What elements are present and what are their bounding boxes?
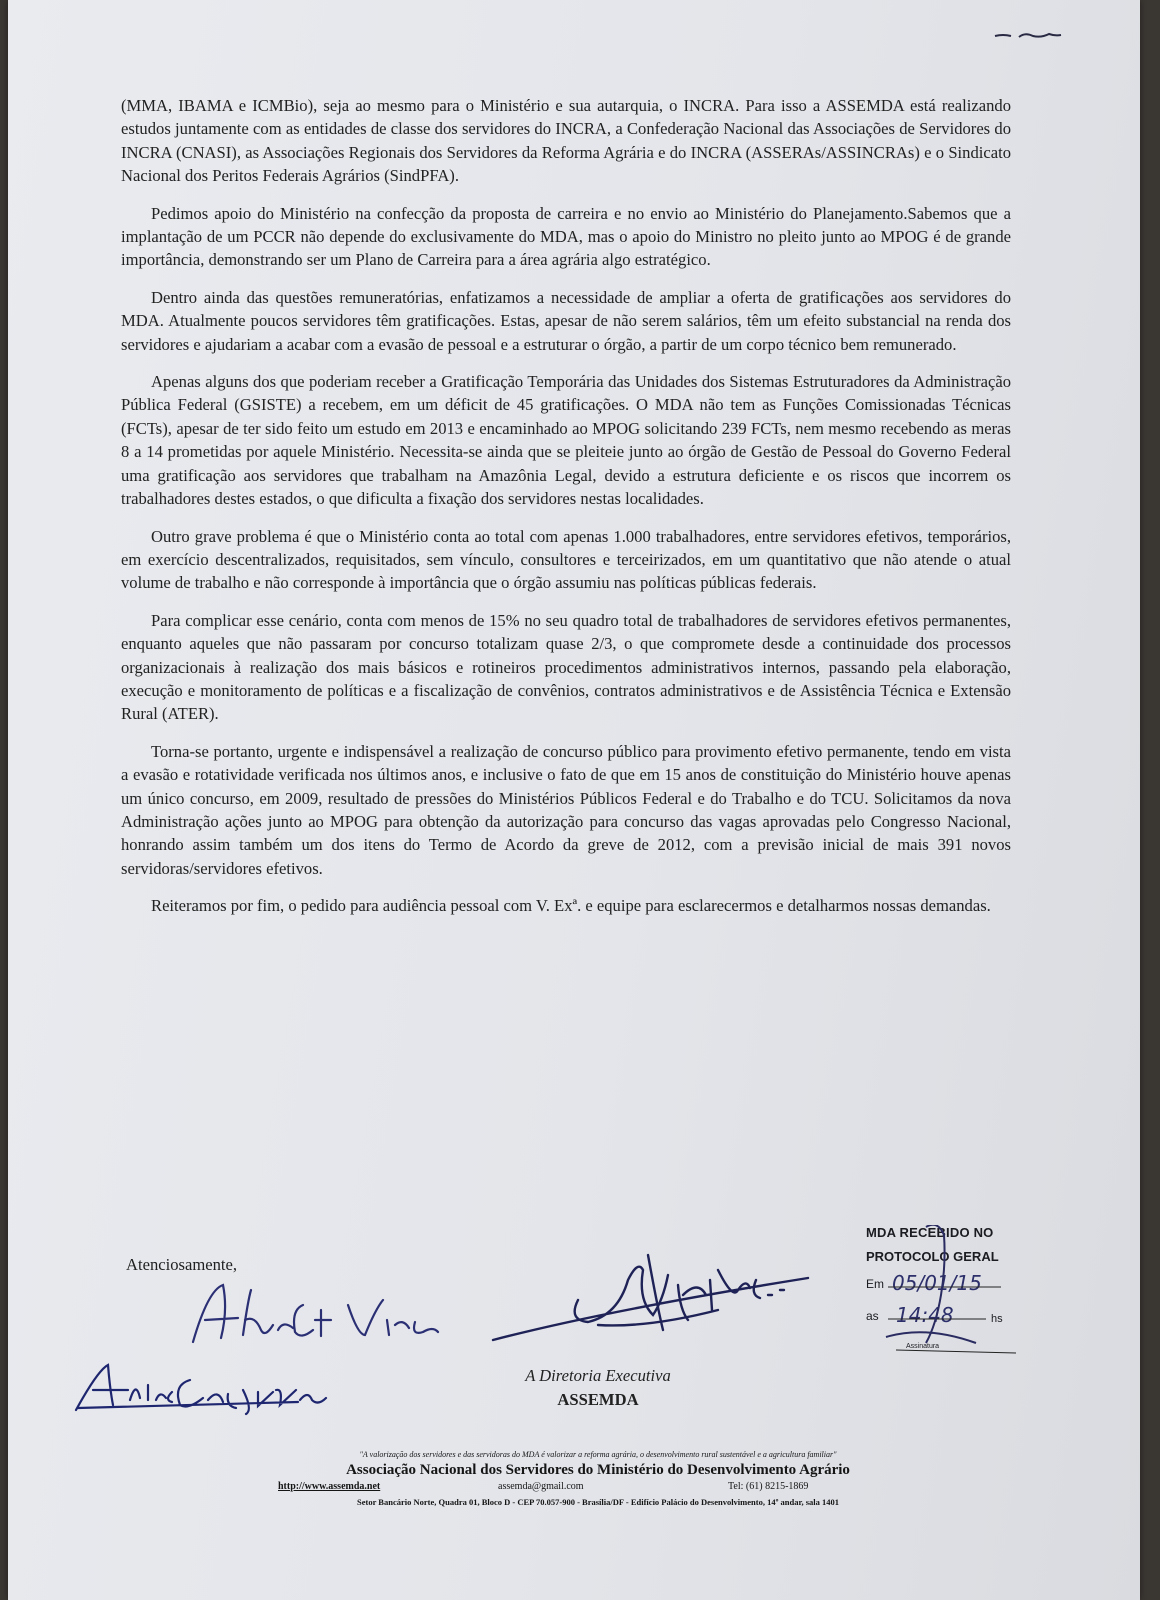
signature-alice xyxy=(68,1350,338,1420)
footer-email[interactable]: assemda@gmail.com xyxy=(498,1481,584,1492)
paragraph-6: Para complicar esse cenário, conta com menos de 15% no seu quadro total de trabalhadores de servidores efetivos permanentes, enquanto aqueles que não passaram por concurso totalizam quase 2/3, o que compromete desde a continuidade dos processos organizacionais à realização dos mais básicos e rotineiros procedimentos administrativos internos, passando pela elaboração, execução e monitoramento de políticas e a fiscalização de convênios, contratos administrativos e de Assistência Técnica e Extensão Rural (ATER). xyxy=(121,610,1011,724)
stamp-lines xyxy=(866,1225,1026,1375)
stamp-line-3: Em xyxy=(866,1277,884,1291)
closing-salutation: Atenciosamente, xyxy=(126,1255,238,1274)
paragraph-7: Torna-se portanto, urgente e indispensável a realização de concurso público para provimento efetivo permanente, tendo em vista a evasão e rotatividade verificada nos últimos anos, e inclusive o fato de que em 15 anos de constituição do Ministério houve apenas um único concurso, em 2009, resultado de pressões do Ministérios Públicos Federal e do Trabalho e do TCU. Solicitamos da nova Administração ações junto ao MPOG para obtenção da autorização para concurso das vagas aprovadas pelo Congresso Nacional, honrando assim também um dos itens do Termo de Acordo da greve de 2012, com a previsão inicial de mais 391 novos servidoras/servidores efetivos. xyxy=(121,741,1011,878)
letterhead-footer xyxy=(158,1450,1038,1507)
signature-arthur xyxy=(183,1280,453,1350)
footer-motto: "A valorização dos servidores e das servidoras do MDA é valorizar a reforma agrária, o desenvolvimento rural sustentável e a agricultura familiar" xyxy=(359,1450,837,1459)
stamp-line-4: as xyxy=(866,1309,879,1323)
footer-address: Setor Bancário Norte, Quadra 01, Bloco D - CEP 70.057-900 - Brasília/DF - Edifício Palácio do Desenvolvimento, 14º andar, sala 1401 xyxy=(356,1497,839,1507)
footer-phone: Tel: (61) 8215-1869 xyxy=(728,1481,809,1492)
document-page xyxy=(8,0,1140,1600)
protocol-stamp xyxy=(866,1225,1026,1375)
footer-contact xyxy=(158,1481,1038,1495)
letter-body xyxy=(121,94,1011,932)
footer-organization: Associação Nacional dos Servidores do Ministério do Desenvolvimento Agrário xyxy=(346,1462,850,1478)
paragraph-2: Pedimos apoio do Ministério na confecção da proposta de carreira e no envio ao Ministério do Planejamento.Sabemos que a implantação de um PCCR não depende do exclusivamente do MDA, mas o apoio do Ministro no pleito junto ao MPOG é de grande importância, demonstrando ser um Plano de Carreira para a área agrária algo estratégico. xyxy=(121,203,1011,270)
handwritten-mark xyxy=(993,28,1063,42)
stamp-line-2: PROTOCOLO GERAL xyxy=(866,1249,999,1264)
paragraph-5: Outro grave problema é que o Ministério conta ao total com apenas 1.000 trabalhadores, entre servidores efetivos, temporários, em exercício descentralizados, requisitados, sem vínculo, consultores e terceirizados, em um quantitativo que não atende o atual volume de trabalho e não corresponde à importância que o órgão assumiu nas políticas públicas federais. xyxy=(121,526,1011,593)
stamp-time-handwritten: 14:48 xyxy=(896,1303,954,1327)
paragraph-4: Apenas alguns dos que poderiam receber a Gratificação Temporária das Unidades dos Sistemas Estruturadores da Administração Pública Federal (GSISTE) a recebem, em um déficit de 45 gratificações. O MDA não tem as Funções Comissionadas Técnicas (FCTs), apesar de ter sido feito um estudo em 2013 e encaminhado ao MPOG solicitando 239 FCTs, nem mesmo recebendo as meras 8 a 14 prometidas por aquele Ministério. Necessita-se ainda que se pleiteie junto ao órgão de Gestão de Pessoal do Governo Federal uma gratificação aos servidores que trabalham na Amazônia Legal, devido a estrutura deficiente e os riscos que incorrem os trabalhadores destes estados, o que dificulta a fixação dos servidores nestas localidades. xyxy=(121,372,1011,509)
paragraph-3: Dentro ainda das questões remuneratórias, enfatizamos a necessidade de ampliar a oferta de gratificações aos servidores do MDA. Atualmente poucos servidores têm gratificações. Estas, apesar de não serem salários, têm um efeito substancial na renda dos servidores e ajudariam a acabar com a evasão de pessoal e a estruturar o órgão, a partir de um corpo técnico bem remunerado. xyxy=(121,287,1011,354)
paragraph-1: (MMA, IBAMA e ICMBio), seja ao mesmo para o Ministério e sua autarquia, o INCRA. Para isso a ASSEMDA está realizando estudos juntamente com as entidades de classe dos servidores do INCRA, a Confederação Nacional das Associações de Servidores do INCRA (CNASI), as Associações Regionais dos Servidores da Reforma Agrária e do INCRA (ASSERAs/ASSINCRAs) e o Sindicato Nacional dos Peritos Federais Agrários (SindPFA). xyxy=(121,96,1011,186)
paragraph-8: Reiteramos por fim, o pedido para audiência pessoal com V. Exª. e equipe para esclarecermos e detalharmos nossas demandas. xyxy=(151,896,991,916)
signature-label: A Diretoria Executiva xyxy=(525,1366,671,1385)
stamp-date-handwritten: 05/01/15 xyxy=(892,1271,982,1295)
signature-organization: ASSEMDA xyxy=(557,1390,639,1409)
stamp-hours-suffix: hs xyxy=(991,1313,1003,1325)
footer-url[interactable]: http://www.assemda.net xyxy=(278,1481,381,1492)
signature-directorate xyxy=(488,1240,818,1350)
stamp-signature-label: Assinatura xyxy=(906,1343,940,1350)
stamp-line-1: MDA RECEBIDO NO xyxy=(866,1225,994,1240)
